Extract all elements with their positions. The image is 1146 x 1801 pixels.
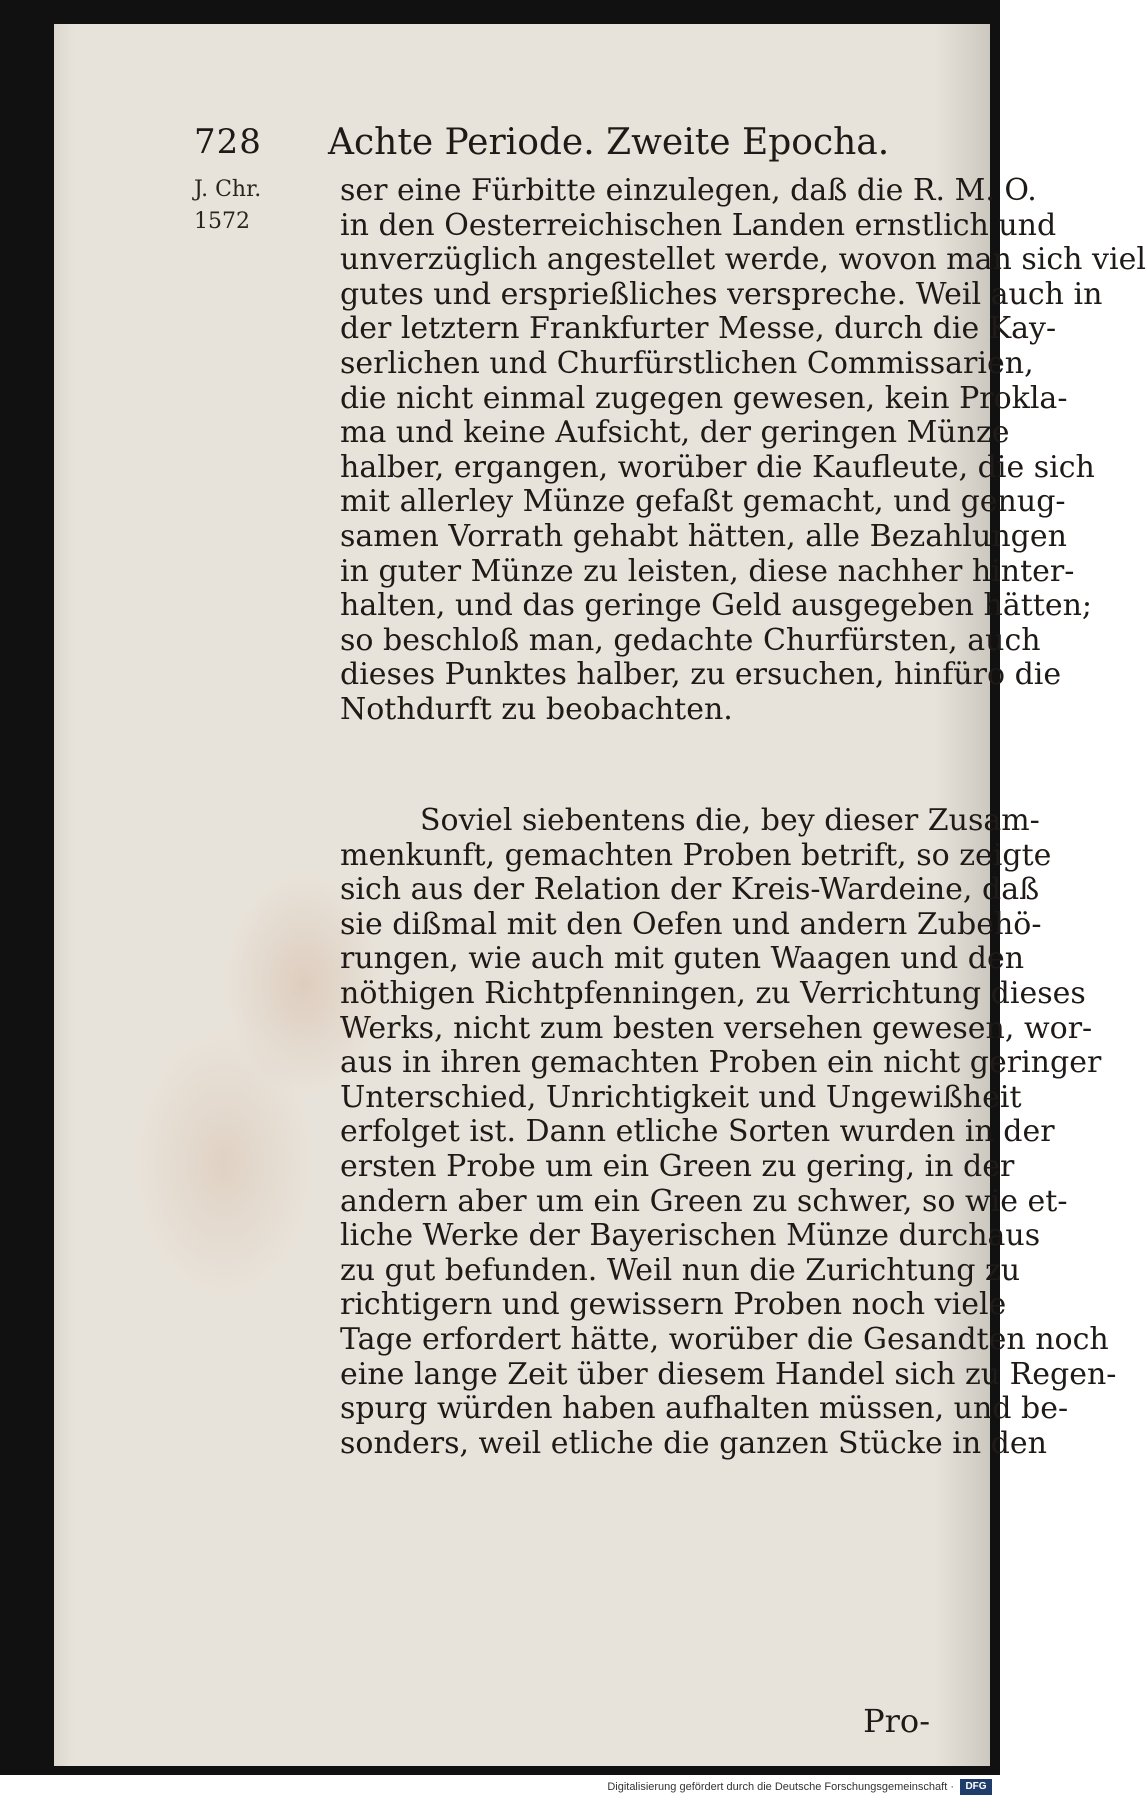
text-line: liche Werke der Bayerischen Münze durchaus [340,1218,1041,1254]
digitization-credit: Digitalisierung gefördert durch die Deutsche Forschungsgemeinschaft · [607,1781,954,1793]
margin-year: 1572 [194,209,250,234]
paragraph-1 [340,173,1146,728]
text-line: in den Oesterreichischen Landen ernstlich und [340,207,1057,243]
text-line: Unterschied, Unrichtigkeit und Ungewißheit [340,1079,1022,1115]
text-line: halten, und das geringe Geld ausgegeben hätten; [340,588,1093,624]
page-header [194,122,974,172]
text-line: der letztern Frankfurter Messe, durch die Kay- [340,311,1057,347]
page-number: 728 [194,122,262,162]
text-line: serlichen und Churfürstlichen Commissarien, [340,345,1034,381]
text-line: richtigern und gewissern Proben noch viele [340,1287,1007,1323]
text-line: die nicht einmal zugegen gewesen, kein Prokla- [340,380,1068,416]
text-line: spurg würden haben aufhalten müssen, und be- [340,1391,1069,1427]
dfg-logo[interactable]: DFG [960,1779,992,1795]
text-line: sie dißmal mit den Oefen und andern Zubehö- [340,906,1042,942]
text-line: unverzüglich angestellet werde, wovon man sich viel [340,242,1146,278]
text-line: erfolget ist. Dann etliche Sorten wurden in der [340,1114,1055,1150]
text-line: samen Vorrath gehabt hätten, alle Bezahlungen [340,518,1067,554]
text-line: Soviel siebentens die, bey dieser Zusam- [420,803,1040,838]
text-line: gutes und ersprießliches verspreche. Weil auch in [340,276,1103,312]
text-line: ma und keine Aufsicht, der geringen Münze [340,415,1010,451]
text-line: zu gut befunden. Weil nun die Zurichtung zu [340,1252,1021,1288]
book-page [54,24,1146,1766]
catchword: Pro- [863,1702,930,1740]
footer [0,1775,1000,1801]
text-line: Werks, nicht zum besten versehen gewesen, wor- [340,1010,1093,1046]
text-line: Nothdurft zu beobachten. [340,691,733,727]
text-line: halber, ergangen, worüber die Kaufleute, die sich [340,449,1095,485]
text-line: in guter Münze zu leisten, diese nachher hinter- [340,553,1075,589]
text-line: dieses Punktes halber, zu ersuchen, hinfüro die [340,657,1062,693]
text-line: mit allerley Münze gefaßt gemacht, und genug- [340,484,1066,520]
text-line: aus in ihren gemachten Proben ein nicht geringer [340,1045,1102,1081]
text-line: ser eine Fürbitte einzulegen, daß die R. M. O. [340,173,1037,208]
text-line: so beschloß man, gedachte Churfürsten, auch [340,622,1041,658]
text-line: eine lange Zeit über diesem Handel sich zu Regen- [340,1356,1117,1392]
text-line: ersten Probe um ein Green zu gering, in der [340,1148,1015,1184]
text-line: menkunft, gemachten Proben betrift, so zeigte [340,837,1052,873]
text-line: nöthigen Richtpfenningen, zu Verrichtung dieses [340,975,1086,1011]
text-line: Tage erfordert hätte, worüber die Gesandten noch [340,1321,1109,1357]
paragraph-2 [340,803,1117,1461]
text-line: rungen, wie auch mit guten Waagen und den [340,941,1025,977]
text-line: andern aber um ein Green zu schwer, so wie et- [340,1183,1068,1219]
margin-year-label: J. Chr. [194,177,262,202]
running-title: Achte Periode. Zweite Epocha. [328,122,890,163]
text-line: sonders, weil etliche die ganzen Stücke in den [340,1425,1047,1461]
text-line: sich aus der Relation der Kreis-Wardeine, daß [340,872,1040,908]
